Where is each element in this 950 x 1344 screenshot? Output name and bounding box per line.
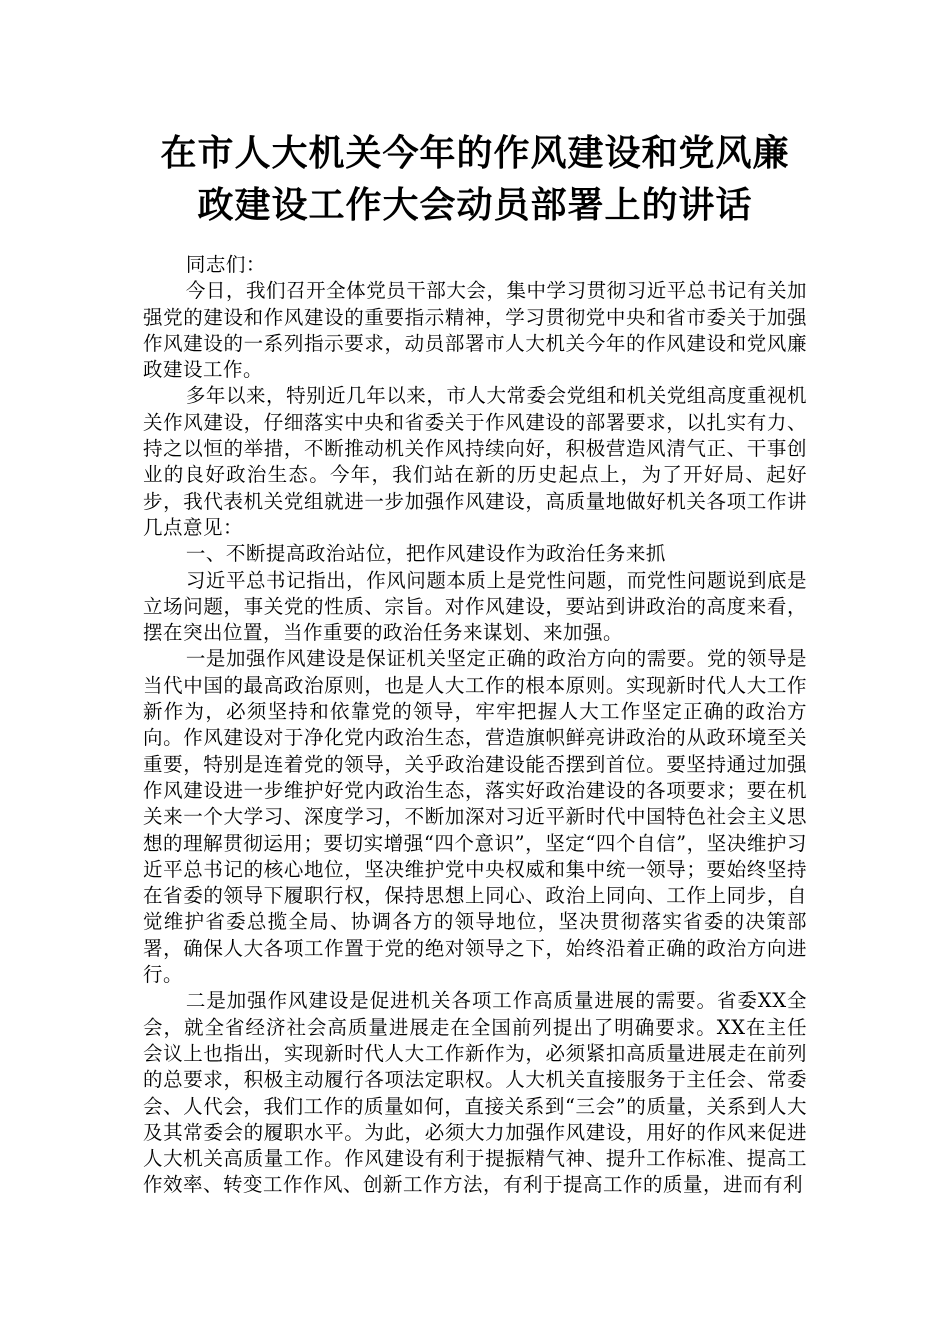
paragraph: 二是加强作风建设是促进机关各项工作高质量进展的需要。省委XX全会，就全省经济社会高质量进展走在全国前列提出了明确要求。XX在主任会议上也指出，实现新时代人大工作新作为，必须紧扣高质量进展走在前列的总要求，积极主动履行各项法定职权。人大机关直接服务于主任会、常委会、人代会，我们工作的质量如何，直接关系到“三会”的质量，关系到人大及其常委会的履职水平。为此，必须大力加强作风建设，用好的作风来促进人大机关高质量工作。作风建设有利于提振精气神、提升工作标准、提高工作效率、转变工作作风、创新工作方法，有利于提高工作的质量，进而有利 bbox=[143, 989, 807, 1197]
paragraph: 多年以来，特别近几年以来，市人大常委会党组和机关党组高度重视机关作风建设，仔细落实中央和省委关于作风建设的部署要求，以扎实有力、持之以恒的举措，不断推动机关作风持续向好，积极营造风清气正、干事创业的良好政治生态。今年，我们站在新的历史起点上，为了开好局、起好步，我代表机关党组就进一步加强作风建设，高质量地做好机关各项工作讲几点意见： bbox=[143, 384, 807, 539]
document-body bbox=[143, 252, 807, 1199]
section-heading: 一、不断提高政治站位，把作风建设作为政治任务来抓 bbox=[185, 542, 666, 566]
paragraph: 一是加强作风建设是保证机关坚定正确的政治方向的需要。党的领导是当代中国的最高政治原则，也是人大工作的根本原则。实现新时代人大工作新作为，必须坚持和依靠党的领导，牢牢把握人大工作坚定正确的政治方向。作风建设对于净化党内政治生态，营造旗帜鲜亮讲政治的从政环境至关重要，特别是连着党的领导，关乎政治建设能否摆到首位。要坚持通过加强作风建设进一步维护好党内政治生态，落实好政治建设的各项要求；要在机关来一个大学习、深度学习，不断加深对习近平新时代中国特色社会主义思想的理解贯彻运用；要切实增强“四个意识”，坚定“四个自信”，坚决维护习近平总书记的核心地位，坚决维护党中央权威和集中统一领导；要始终坚持在省委的领导下履职行权，保持思想上同心、政治上同向、工作上同步，自觉维护省委总揽全局、协调各方的领导地位，坚决贯彻落实省委的决策部署，确保人大各项工作置于党的绝对领导之下，始终沿着正确的政治方向进行。 bbox=[143, 647, 807, 987]
paragraph: 今日，我们召开全体党员干部大会，集中学习贯彻习近平总书记有关加强党的建设和作风建设的重要指示精神，学习贯彻党中央和省市委关于加强作风建设的一系列指示要求，动员部署市人大机关今年的作风建设和党风廉政建设工作。 bbox=[143, 279, 807, 382]
title-line-2: 政建设工作大会动员部署上的讲话 bbox=[197, 185, 753, 226]
document-title bbox=[130, 128, 820, 232]
title-line-1: 在市人大机关今年的作风建设和党风廉 bbox=[160, 133, 790, 174]
salutation: 同志们： bbox=[185, 253, 266, 276]
paragraph: 习近平总书记指出，作风问题本质上是党性问题，而党性问题说到底是立场问题，事关党的性质、宗旨。对作风建设，要站到讲政治的高度来看，摆在突出位置，当作重要的政治任务来谋划、来加强。 bbox=[143, 568, 807, 645]
